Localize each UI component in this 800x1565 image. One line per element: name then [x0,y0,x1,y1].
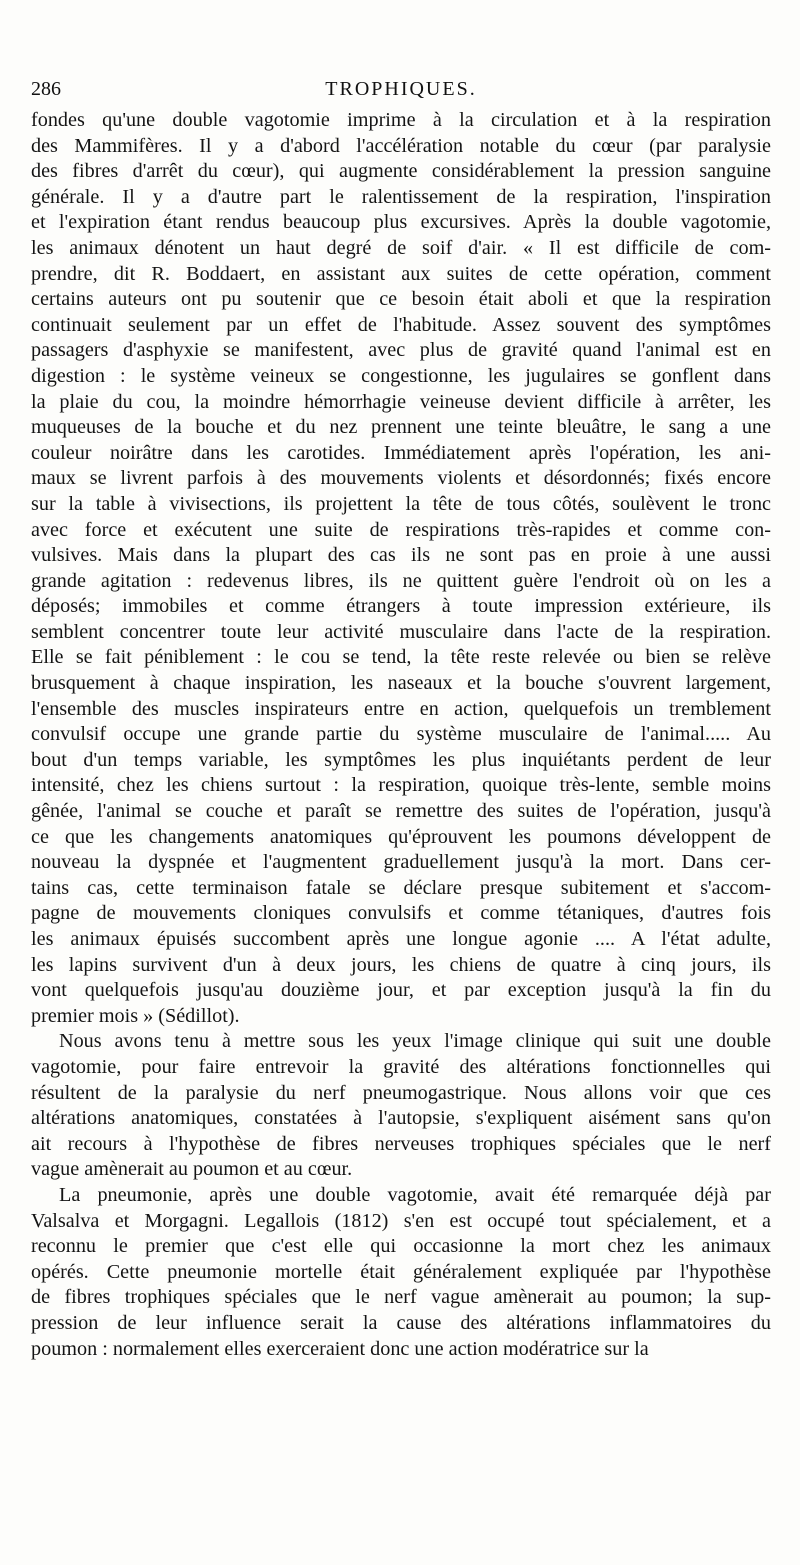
text-line: fondes qu'une double vagotomie imprime à la circulation et à la respiration [31,109,771,131]
text-line: pagne de mouvements cloniques convulsifs et comme tétaniques, d'autres fois [31,902,771,925]
text-line: vagotomie, pour faire entrevoir la gravité des altérations fonctionnelles qui [31,1055,771,1078]
text-line: ait recours à l'hypothèse de fibres nerveuses trophiques spéciales que le nerf [31,1132,771,1155]
text-line: maux se livrent parfois à des mouvements violents et désordonnés; fixés encore [31,467,771,490]
text-line: continuait seulement par un effet de l'habitude. Assez souvent des symptômes [31,313,771,336]
text-line: opérés. Cette pneumonie mortelle était généralement expliquée par l'hypothèse [31,1260,771,1283]
text-line: brusquement à chaque inspiration, les naseaux et la bouche s'ouvrent largement, [31,672,771,695]
text-line: grande agitation : redevenus libres, ils ne quittent guère l'endroit où on les a [31,569,771,592]
text-line: avec force et exécutent une suite de respirations très-rapides et comme con- [31,518,771,541]
text-line: muqueuses de la bouche et du nez prennent une teinte bleuâtre, le sang a une [31,416,771,439]
paragraph [31,1029,771,1183]
text-line: poumon : normalement elles exerceraient donc une action modératrice sur la [31,1337,649,1360]
text-line: sur la table à vivisections, ils projettent la tête de tous côtés, soulèvent le tronc [31,492,771,515]
text-line: reconnu le premier que c'est elle qui occasionne la mort chez les animaux [31,1235,771,1258]
text-line: Valsalva et Morgagni. Legallois (1812) s'en est occupé tout spécialement, et a [31,1209,771,1232]
text-line: nouveau la dyspnée et l'augmentent graduellement jusqu'à la mort. Dans cer- [31,851,771,874]
text-line: intensité, chez les chiens surtout : la respiration, quoique très-lente, semble moins [31,774,771,797]
text-line: les animaux dénotent un haut degré de soif d'air. « Il est difficile de com- [31,236,771,259]
text-line: pression de leur influence serait la cause des altérations inflammatoires du [31,1311,771,1334]
text-line: prendre, dit R. Boddaert, en assistant aux suites de cette opération, comment [31,262,771,285]
text-line: gênée, l'animal se couche et paraît se remettre des suites de l'opération, jusqu'à [31,800,771,823]
text-line: La pneumonie, après une double vagotomie, avait été remarquée déjà par [59,1183,771,1206]
text-line: digestion : le système veineux se congestionne, les jugulaires se gonflent dans [31,364,771,387]
text-line: convulsif occupe une grande partie du système musculaire de l'animal..... Au [31,723,771,746]
text-line: semblent concentrer toute leur activité musculaire dans l'acte de la respiration. [31,620,771,643]
text-line: déposés; immobiles et comme étrangers à toute impression extérieure, ils [31,595,771,618]
text-line: couleur noirâtre dans les carotides. Immédiatement après l'opération, les ani- [31,441,771,464]
body-text [31,108,771,1362]
text-line: de fibres trophiques spéciales que le nerf vague amènerait au poumon; la sup- [31,1286,771,1309]
text-line: résultent de la paralysie du nerf pneumogastrique. Nous allons voir que ces [31,1081,771,1104]
text-line: des Mammifères. Il y a d'abord l'accélération notable du cœur (par paralysie [31,134,771,157]
page-header [31,78,771,108]
text-line: des fibres d'arrêt du cœur), qui augmente considérablement la pression sanguine [31,160,771,183]
text-line: certains auteurs ont pu soutenir que ce besoin était aboli et que la respiration [31,288,771,311]
text-line: bout d'un temps variable, les symptômes les plus inquiétants perdent de leur [31,748,771,771]
text-line: premier mois » (Sédillot). [31,1004,240,1027]
paragraph [31,1183,771,1362]
text-line: les lapins survivent d'un à deux jours, les chiens de quatre à cinq jours, ils [31,953,771,976]
text-line: générale. Il y a d'autre part le ralentissement de la respiration, l'inspiration [31,185,771,208]
text-line: l'ensemble des muscles inspirateurs entre en action, quelquefois un tremblement [31,697,771,720]
running-title: TROPHIQUES. [325,78,477,100]
paragraph [31,108,771,1029]
page-number: 286 [31,78,61,100]
text-line: vague amènerait au poumon et au cœur. [31,1158,353,1181]
text-line: la plaie du cou, la moindre hémorrhagie veineuse devient difficile à arrêter, les [31,390,771,413]
text-line: Elle se fait péniblement : le cou se tend, la tête reste relevée ou bien se relève [31,646,771,669]
text-line: vont quelquefois jusqu'au douzième jour, et par exception jusqu'à la fin du [31,979,771,1002]
text-line: passagers d'asphyxie se manifestent, avec plus de gravité quand l'animal est en [31,339,771,362]
text-line: et l'expiration étant rendus beaucoup plus excursives. Après la double vagotomie, [31,211,771,234]
text-line: les animaux épuisés succombent après une longue agonie .... A l'état adulte, [31,928,771,950]
text-line: tains cas, cette terminaison fatale se déclare presque subitement et s'accom- [31,876,771,899]
text-line: altérations anatomiques, constatées à l'autopsie, s'expliquent aisément sans qu'on [31,1107,771,1130]
text-line: Nous avons tenu à mettre sous les yeux l'image clinique qui suit une double [59,1030,771,1053]
text-line: ce que les changements anatomiques qu'éprouvent les poumons développent de [31,825,771,848]
text-line: vulsives. Mais dans la plupart des cas ils ne sont pas en proie à une aussi [31,544,771,567]
